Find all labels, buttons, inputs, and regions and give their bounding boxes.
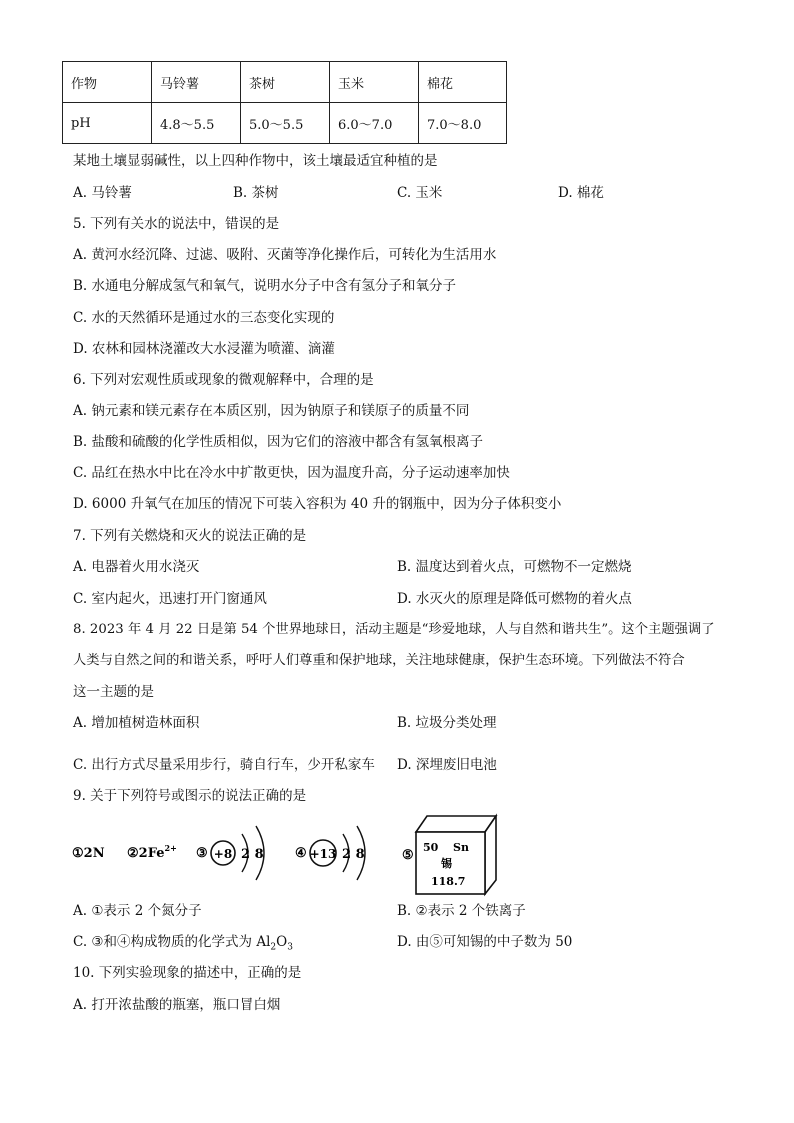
symbol-2n: ①2N [72,846,105,861]
table-cell: 6.0～7.0 [330,103,419,144]
table-cell: pH [63,103,152,144]
tile-element-name: 锡 [441,857,452,870]
q5-stem: 5. 下列有关水的说法中，错误的是 [73,216,280,232]
q7-stem: 7. 下列有关燃烧和灭火的说法正确的是 [73,528,307,544]
q9-option-a: A. ①表示 2 个氮分子 [73,903,202,919]
q5-option-c: C. 水的天然循环是通过水的三态变化实现的 [73,310,335,326]
tile-atomic-number: 50 [423,841,439,854]
q4-stem: 某地土壤显弱碱性，以上四种作物中，该土壤最适宜种植的是 [73,153,438,169]
table-cell: 4.8～5.5 [152,103,241,144]
q8-stem-line1: 8. 2023 年 4 月 22 日是第 54 个世界地球日，活动主题是“珍爱地球，人与自然和谐共生”。这个主题强调了 [73,622,715,637]
tin-element-tile [416,816,496,894]
q6-option-c: C. 品红在热水中比在冷水中扩散更快，因为温度升高，分子运动速率加快 [73,465,510,481]
q8-option-c: C. 出行方式尽量采用步行，骑自行车，少开私家车 [73,757,375,773]
tile-top-face [416,816,496,832]
symbol-4-label: ④ [295,846,307,861]
q7-option-c: C. 室内起火，迅速打开门窗通风 [73,591,267,607]
q8-option-d: D. 深埋废旧电池 [397,757,497,773]
q7-option-a: A. 电器着火用水浇灭 [73,559,200,575]
table-cell: 作物 [63,62,152,103]
q5-option-d: D. 农林和园林浇灌改大水浸灌为喷灌、滴灌 [73,341,335,357]
crop-ph-table [62,61,507,144]
q5-option-a: A. 黄河水经沉降、过滤、吸附、灭菌等净化操作后，可转化为生活用水 [73,247,497,263]
q9-option-d: D. 由⑤可知锡的中子数为 50 [397,934,573,950]
q10-stem: 10. 下列实验现象的描述中，正确的是 [73,965,302,981]
table-row [63,103,507,144]
q6-option-b: B. 盐酸和硫酸的化学性质相似，因为它们的溶液中都含有氢氧根离子 [73,434,484,450]
q9-stem: 9. 关于下列符号或图示的说法正确的是 [73,788,307,804]
q9-symbols-figure [72,812,512,897]
table-cell: 马铃薯 [152,62,241,103]
aluminum-ion-structure-diagram [310,826,365,880]
table-cell: 5.0～5.5 [241,103,330,144]
q7-option-b: B. 温度达到着火点，可燃物不一定燃烧 [397,559,632,575]
q6-option-a: A. 钠元素和镁元素存在本质区别，因为钠原子和镁原子的质量不同 [73,403,470,419]
q4-option-a: A. 马铃薯 [73,185,132,201]
q7-option-d: D. 水灭火的原理是降低可燃物的着火点 [397,591,632,607]
q4-option-d: D. 棉花 [558,185,604,201]
q8-option-a: A. 增加植树造林面积 [73,715,200,731]
table-header-row [63,62,507,103]
q5-option-b: B. 水通电分解成氢气和氧气，说明水分子中含有氢分子和氧分子 [73,278,457,294]
q9-option-c: C. ③和④构成物质的化学式为 $Al_2O_3$ [73,934,293,953]
table-cell: 玉米 [330,62,419,103]
table-cell: 7.0～8.0 [419,103,507,144]
table-cell: 茶树 [241,62,330,103]
table-cell: 棉花 [419,62,507,103]
q9-option-b: B. ②表示 2 个铁离子 [397,903,526,919]
symbol-2fe: $②2Fe^{2+}$ [127,843,177,861]
symbol-5-label: ⑤ [402,848,414,863]
q8-stem-line2: 人类与自然之间的和谐关系，呼吁人们尊重和保护地球，关注地球健康，保护生态环境。下列做法不符合 [73,653,685,668]
q6-stem: 6. 下列对宏观性质或现象的微观解释中，合理的是 [73,372,374,388]
oxygen-atom-structure-diagram [211,826,264,880]
q10-option-a: A. 打开浓盐酸的瓶塞，瓶口冒白烟 [73,997,281,1013]
q4-option-b: B. 茶树 [233,185,279,201]
electron-shells: 2 8 [342,847,365,862]
q6-option-d: D. 6000 升氧气在加压的情况下可装入容积为 40 升的钢瓶中，因为分子体积变小 [73,496,562,512]
tile-symbol: Sn [453,841,469,854]
q8-option-b: B. 垃圾分类处理 [397,715,497,731]
nucleus-charge: +13 [309,847,337,861]
symbol-3-label: ③ [196,846,208,861]
q8-stem-line3: 这一主题的是 [73,684,154,700]
nucleus-charge: +8 [213,847,233,861]
electron-shells: 2 8 [241,847,264,862]
tile-atomic-mass: 118.7 [431,875,466,888]
q4-option-c: C. 玉米 [397,185,443,201]
